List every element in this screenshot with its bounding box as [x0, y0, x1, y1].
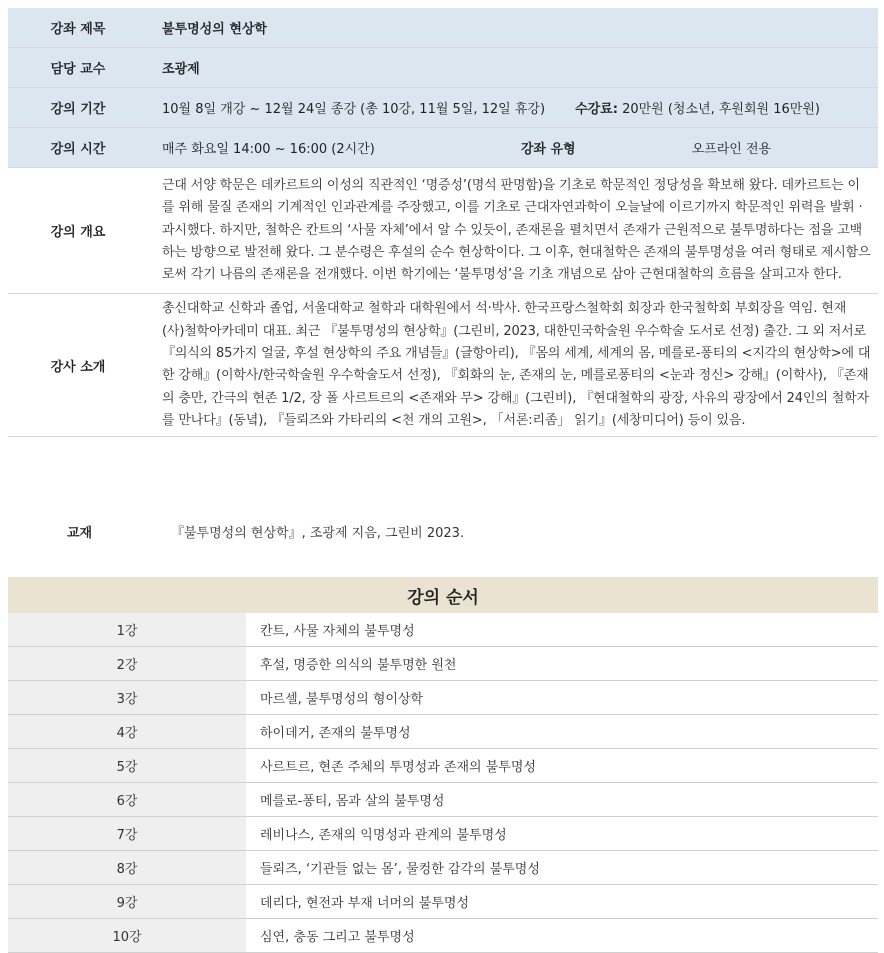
schedule-lecture-number: 7강 [8, 817, 246, 850]
textbook-value: 『불투명성의 현상학』, 조광제 지음, 그린비 2023. [171, 525, 465, 541]
time-label: 강의 시간 [8, 128, 148, 168]
professor-label: 담당 교수 [8, 48, 148, 88]
textbook-label: 교재 [66, 525, 93, 541]
instructor-text: 총신대학교 신학과 졸업, 서울대학교 철학과 대학원에서 석·박사. 한국프랑스철학회 회장과 한국철학회 부회장을 역임. 현재 (사)철학아카데미 대표. 최근 『불투명성의 현상학』(그린비, 2023, 대한민국학술원 우수학술 도서로 선정) 출간. 그 외 저서로 『의식의 85가지 얼굴, 후설 현상학의 주요 개념들』(글항아리), 『몸의 세계, 세계의 몸, 메를로-퐁티의 <지각의 현상학>에 대한 강해』(이학사/한국학술원 우수학술도서 선정), 『회화의 눈, 존재의 눈, 메를로퐁티의 <눈과 정신> 강해』(이학사), 『존재의 충만, 간극의 현존 1/2, 장 폴 사르트르의 <존재와 무> 강해』(그린비), 『현대철학의 광장, 사유의 광장에서 24인의 철학자를 만나다』(동녘), 『들뢰즈와 가타리의 <천 개의 고원>, 「서론:리좀」 읽기』(세창미디어) 등이 있음. [162, 301, 871, 428]
instructor-label: 강사 소개 [8, 294, 148, 437]
overview-label: 강의 개요 [8, 168, 148, 294]
period-cell [148, 88, 878, 128]
schedule-lecture-number: 10강 [8, 919, 246, 952]
schedule-lecture-topic: 메를로-퐁티, 몸과 살의 불투명성 [260, 794, 445, 809]
schedule-lecture-number: 4강 [8, 715, 246, 748]
schedule-lecture-topic: 칸트, 사물 자체의 불투명성 [260, 624, 415, 639]
schedule-lecture-number: 6강 [8, 783, 246, 816]
period-value: 10월 8일 개강 ~ 12월 24일 종강 (총 10강, 11월 5일, 12일 휴강) [162, 102, 546, 117]
schedule-lecture-topic: 하이데거, 존재의 불투명성 [260, 726, 411, 741]
course-title-value: 불투명성의 현상학 [148, 8, 878, 48]
schedule-lecture-number: 5강 [8, 749, 246, 782]
schedule-lecture-number: 3강 [8, 681, 246, 714]
textbook-row [8, 506, 878, 556]
period-row [8, 88, 878, 128]
time-row [8, 128, 878, 168]
schedule-lecture-number: 1강 [8, 613, 246, 646]
schedule-table [8, 577, 878, 953]
instructor-row [8, 294, 878, 437]
schedule-row [8, 681, 878, 715]
schedule-row [8, 817, 878, 851]
fee-value: 20만원 (청소년, 후원회원 16만원) [617, 102, 820, 117]
period-label: 강의 기간 [8, 88, 148, 128]
schedule-row [8, 749, 878, 783]
course-title-label: 강좌 제목 [8, 8, 148, 48]
course-title-row [8, 8, 878, 48]
overview-cell [148, 168, 878, 294]
schedule-lecture-topic: 레비나스, 존재의 익명성과 관계의 불투명성 [260, 828, 507, 843]
schedule-lecture-topic: 후설, 명증한 의식의 불투명한 원천 [260, 658, 457, 673]
overview-text: 근대 서양 학문은 데카르트의 이성의 직관적인 ‘명증성’(명석 판명함)을 기초로 학문적인 정당성을 확보해 왔다. 데카르트는 이를 위해 물질 존재의 기계적인 인과관계를 주장했고, 이를 기초로 근대자연과학이 오늘날에 이르기까지 학문적인 위력을 발휘 · 과시했다. 하지만, 철학은 칸트의 ‘사물 자체’에서 알 수 있듯이, 존재론을 펼치면서 존재가 근원적으로 불투명하다는 점을 고백하는 방향으로 발전해 왔다. 그 분수령은 후설의 순수 현상학이다. 그 이후, 현대철학은 존재의 불투명성을 여러 형태로 제시함으로써 각기 나름의 존재론을 전개했다. 이번 학기에는 ‘불투명성’을 기초 개념으로 삼아 근현대철학의 흐름을 살피고자 한다. [162, 178, 871, 283]
time-cell [148, 128, 878, 168]
schedule-lecture-topic: 데리다, 현전과 부재 너머의 불투명성 [260, 896, 470, 911]
course-type-label: 강좌 유형 [520, 142, 576, 157]
schedule-lecture-topic: 심연, 충동 그리고 불투명성 [260, 930, 415, 945]
schedule-row [8, 885, 878, 919]
schedule-lecture-topic: 들뢰즈, ‘기관들 없는 몸’, 물컹한 감각의 불투명성 [260, 862, 540, 877]
schedule-row [8, 851, 878, 885]
instructor-cell [148, 294, 878, 437]
fee-label: 수강료: [575, 102, 618, 117]
overview-row [8, 168, 878, 294]
schedule-lecture-number: 2강 [8, 647, 246, 680]
schedule-title: 강의 순서 [8, 577, 878, 613]
course-type-value: 오프라인 전용 [691, 142, 772, 157]
schedule-row [8, 715, 878, 749]
schedule-row [8, 647, 878, 681]
schedule-row [8, 919, 878, 953]
course-info-table [8, 8, 878, 437]
time-value: 매주 화요일 14:00 ~ 16:00 (2시간) [162, 142, 375, 157]
schedule-lecture-number: 8강 [8, 851, 246, 884]
professor-row [8, 48, 878, 88]
schedule-lecture-topic: 마르셀, 불투명성의 형이상학 [260, 692, 424, 707]
schedule-rows [8, 613, 878, 953]
schedule-lecture-topic: 사르트르, 현존 주체의 투명성과 존재의 불투명성 [260, 760, 536, 775]
professor-value: 조광제 [148, 48, 878, 88]
schedule-row [8, 613, 878, 647]
schedule-lecture-number: 9강 [8, 885, 246, 918]
schedule-row [8, 783, 878, 817]
